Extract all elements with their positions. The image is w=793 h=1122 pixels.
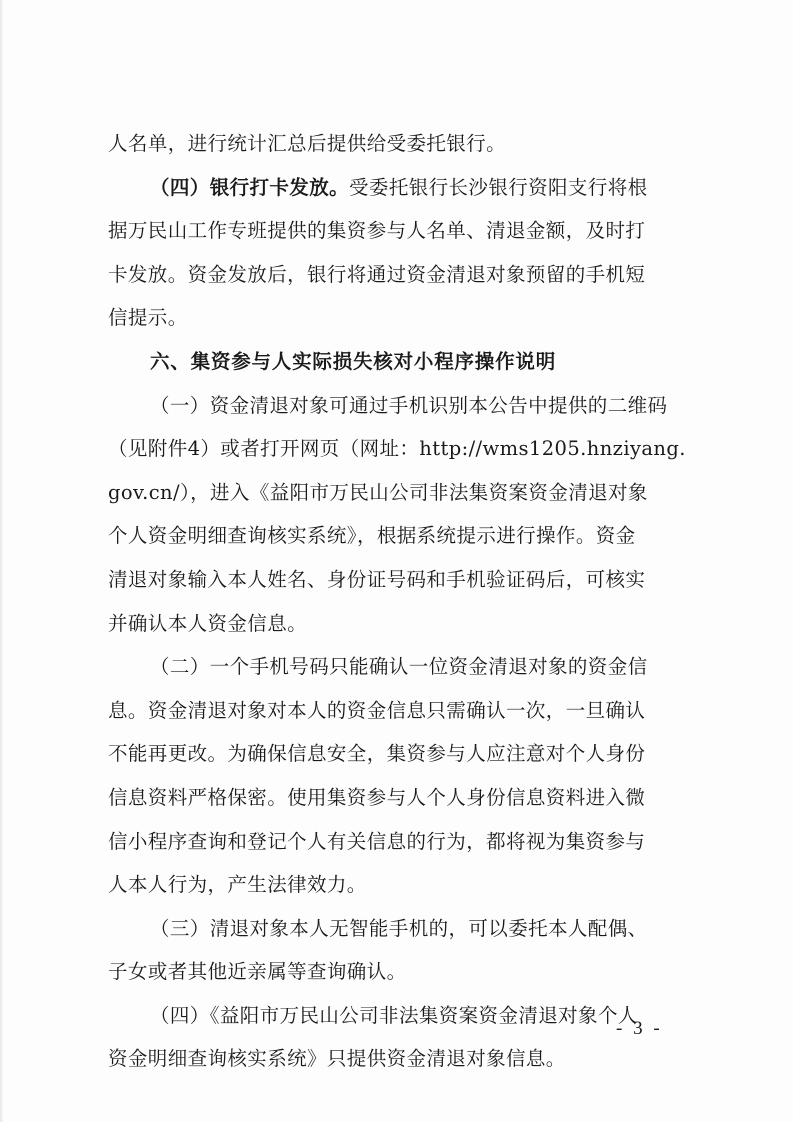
- text-line-9: gov.cn/），进入《益阳市万民山公司非法集资案资金清退对象: [108, 480, 648, 504]
- section-heading-6: 六、集资参与人实际损失核对小程序操作说明: [150, 349, 557, 373]
- text-line-18: 人本人行为，产生法律效力。: [108, 873, 367, 897]
- bank-card-distribution-text: 受委托银行长沙银行资阳支行将根: [349, 175, 648, 199]
- text-line-1: 人名单，进行统计汇总后提供给受委托银行。: [108, 132, 507, 155]
- text-line-20: 子女或者其他近亲属等查询确认。: [108, 960, 407, 984]
- text-line-10: 个人资金明细查询核实系统》，根据系统提示进行操作。资金: [108, 524, 636, 548]
- text-line-7: （一）资金清退对象可通过手机识别本公告中提供的二维码: [150, 393, 668, 417]
- text-line-3: 据万民山工作专班提供的集资参与人名单、清退金额，及时打: [108, 219, 646, 243]
- text-line-4: 卡发放。资金发放后，银行将通过资金清退对象预留的手机短: [108, 262, 646, 286]
- page-number: - 3 -: [616, 1018, 663, 1039]
- scan-edge: [0, 0, 4, 1122]
- text-line-5: 信提示。: [108, 306, 188, 330]
- text-line-15: 不能再更改。为确保信息安全，集资参与人应注意对个人身份: [108, 742, 646, 766]
- document-body: [108, 122, 698, 1081]
- text-line-17: 信小程序查询和登记个人有关信息的行为，都将视为集资参与: [108, 829, 646, 853]
- text-line-13: （二）一个手机号码只能确认一位资金清退对象的资金信: [150, 655, 648, 679]
- paragraph-bank-card-distribution: [108, 166, 698, 210]
- text-line-19: （三）清退对象本人无智能手机的，可以委托本人配偶、: [150, 916, 648, 940]
- text-line-12: 并确认本人资金信息。: [108, 611, 308, 635]
- text-line-8-web-address: （见附件4）或者打开网页（网址：http://wms1205.hnziyang.: [108, 437, 686, 461]
- text-line-14: 息。资金清退对象对本人的资金信息只需确认一次，一旦确认: [108, 698, 646, 722]
- bank-card-distribution-heading: （四）银行打卡发放。: [150, 175, 350, 199]
- text-line-11: 清退对象输入本人姓名、身份证号码和手机验证码后，可核实: [108, 567, 646, 591]
- text-line-22: 资金明细查询核实系统》只提供资金清退对象信息。: [108, 1047, 566, 1071]
- text-line-16: 信息资料严格保密。使用集资参与人个人身份信息资料进入微: [108, 785, 646, 809]
- text-line-21: （四）《益阳市万民山公司非法集资案资金清退对象个人: [150, 1003, 638, 1027]
